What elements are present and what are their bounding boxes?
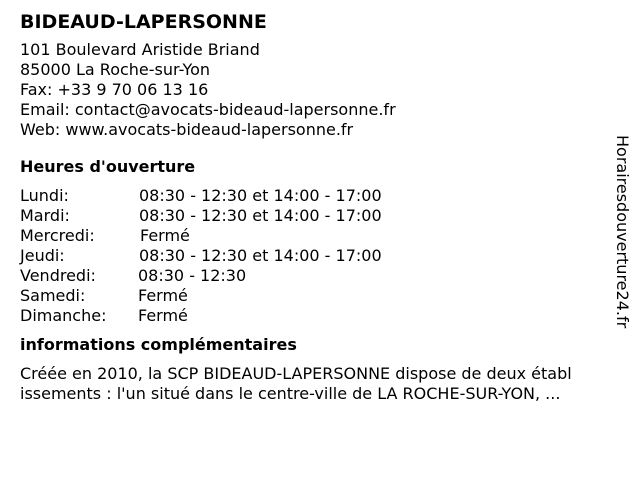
hours-row-monday bbox=[20, 186, 610, 206]
time-value: Fermé bbox=[140, 226, 190, 245]
time-value: 08:30 - 12:30 bbox=[138, 266, 247, 285]
hours-row-tuesday bbox=[20, 206, 610, 226]
time-value: 08:30 - 12:30 et 14:00 - 17:00 bbox=[139, 186, 382, 205]
day-label: Dimanche: bbox=[20, 306, 107, 325]
fax-number: Fax: +33 9 70 06 13 16 bbox=[20, 80, 209, 99]
day-label: Vendredi: bbox=[20, 266, 96, 285]
additional-info-text-line2: issements : l'un situé dans le centre-ville de LA ROCHE-SUR-YON, ... bbox=[20, 384, 561, 403]
watermark-text: Horairesdouverture24.fr bbox=[613, 135, 632, 329]
day-label: Jeudi: bbox=[20, 246, 65, 265]
website-address: Web: www.avocats-bideaud-lapersonne.fr bbox=[20, 120, 354, 139]
hours-row-friday bbox=[20, 266, 610, 286]
address-street: 101 Boulevard Aristide Briand bbox=[20, 40, 260, 59]
hours-row-sunday bbox=[20, 306, 610, 326]
day-label: Lundi: bbox=[20, 186, 69, 205]
email-address: Email: contact@avocats-bideaud-lapersonne.fr bbox=[20, 100, 396, 119]
additional-info-text-line1: Créée en 2010, la SCP BIDEAUD-LAPERSONNE dispose de deux établ bbox=[20, 364, 572, 383]
address-city: 85000 La Roche-sur-Yon bbox=[20, 60, 211, 79]
hours-row-thursday bbox=[20, 246, 610, 266]
additional-info-heading: informations complémentaires bbox=[20, 335, 297, 354]
hours-row-saturday bbox=[20, 286, 610, 306]
time-value: 08:30 - 12:30 et 14:00 - 17:00 bbox=[139, 246, 382, 265]
business-card bbox=[20, 10, 610, 404]
day-label: Mardi: bbox=[20, 206, 70, 225]
opening-hours-heading: Heures d'ouverture bbox=[20, 157, 196, 176]
hours-row-wednesday bbox=[20, 226, 610, 246]
time-value: Fermé bbox=[138, 306, 188, 325]
business-name: BIDEAUD-LAPERSONNE bbox=[20, 11, 267, 33]
site-watermark bbox=[612, 135, 636, 345]
time-value: 08:30 - 12:30 et 14:00 - 17:00 bbox=[139, 206, 382, 225]
day-label: Mercredi: bbox=[20, 226, 95, 245]
day-label: Samedi: bbox=[20, 286, 86, 305]
opening-hours-table bbox=[20, 186, 610, 326]
time-value: Fermé bbox=[138, 286, 188, 305]
